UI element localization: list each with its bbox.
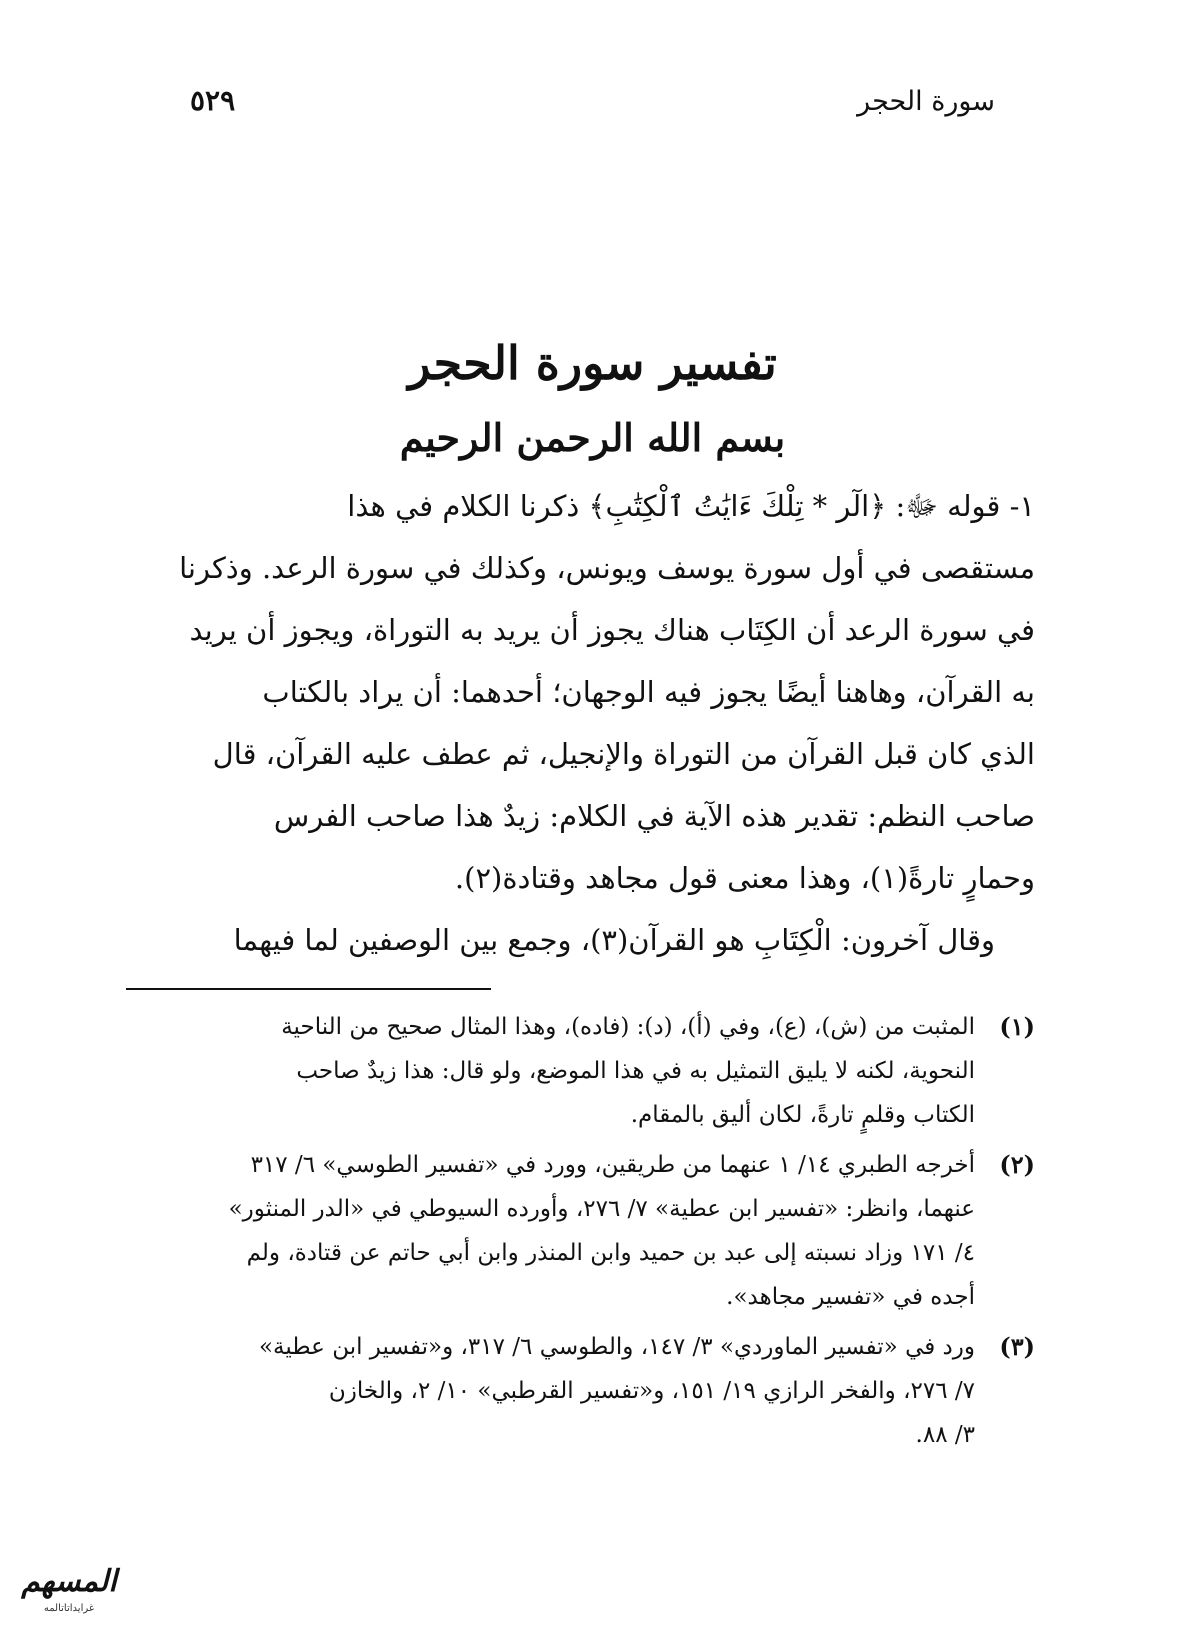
- footnote-number: (٣): [999, 1332, 1035, 1361]
- text-line: صاحب النظم: تقدير هذه الآية في الكلام: زيدٌ هذا صاحب الفرس: [273, 799, 1035, 833]
- library-stamp-logo: [4, 1562, 134, 1628]
- text-line: الذي كان قبل القرآن من التوراة والإنجيل، ثم عطف عليه القرآن، قال: [212, 737, 1035, 771]
- text-line: وقال آخرون: الْكِتَابِ هو القرآن(٣)، وجمع بين الوصفين لما فيهما: [233, 923, 995, 957]
- footnote-number: (١): [999, 1012, 1035, 1041]
- footnote-line: ٤/ ١٧١ وزاد نسبته إلى عبد بن حميد وابن المنذر وابن أبي حاتم عن قتادة، ولم: [246, 1240, 975, 1266]
- footnote-3: [126, 1325, 1035, 1457]
- footnote-separator: [126, 988, 491, 990]
- footnote-line: النحوية، لكنه لا يليق التمثيل به في هذا الموضع، ولو قال: هذا زيدٌ صاحب: [296, 1058, 975, 1084]
- footnote-line: ٧/ ٢٧٦، والفخر الرازي ١٩/ ١٥١، و«تفسير القرطبي» ١٠/ ٢، والخازن: [328, 1378, 975, 1404]
- running-header-chapter: سورة الحجر: [857, 86, 995, 117]
- footnote-line: ٣/ ٨٨.: [915, 1422, 975, 1448]
- basmala: بسم الله الرحمن الرحيم: [399, 415, 786, 460]
- stamp-sub-text: غرايداتاتالمه: [43, 1603, 95, 1614]
- page-number: ٥٢٩: [190, 84, 236, 117]
- footnotes: [126, 1005, 1035, 1463]
- surah-title: تفسير سورة الحجر: [408, 336, 777, 390]
- text-line: به القرآن، وهاهنا أيضًا يجوز فيه الوجهان؛ أحدهما: أن يراد بالكتاب: [262, 675, 1035, 709]
- text-line: في سورة الرعد أن الكِتَاب هناك يجوز أن يريد به التوراة، ويجوز أن يريد: [189, 613, 1035, 647]
- footnote-line: أخرجه الطبري ١٤/ ١ عنهما من طريقين، وورد في «تفسير الطوسي» ٦/ ٣١٧: [250, 1152, 975, 1178]
- main-text: [126, 475, 1035, 971]
- stamp-main-text: المسهم: [21, 1564, 117, 1599]
- footnote-line: أجده في «تفسير مجاهد».: [726, 1284, 975, 1310]
- footnote-line: عنهما، وانظر: «تفسير ابن عطية» ٧/ ٢٧٦، وأورده السيوطي في «الدر المنثور»: [228, 1196, 975, 1222]
- footnote-2: [126, 1143, 1035, 1319]
- footnote-line: ورد في «تفسير الماوردي» ٣/ ١٤٧، والطوسي ٦/ ٣١٧، و«تفسير ابن عطية»: [258, 1334, 975, 1360]
- footnote-1: [126, 1005, 1035, 1137]
- text-line: مستقصى في أول سورة يوسف ويونس، وكذلك في سورة الرعد. وذكرنا: [179, 551, 1035, 585]
- footnote-line: المثبت من (ش)، (ع)، وفي (أ)، (د): (فاده)، وهذا المثال صحيح من الناحية: [281, 1014, 975, 1040]
- footnote-number: (٢): [999, 1150, 1035, 1179]
- text-line: ١- قوله ﷻ: ﴿الٓر * تِلْكَ ءَايَٰتُ ٱلْكِتَٰبِ﴾ ذكرنا الكلام في هذا: [347, 489, 1035, 523]
- footnote-line: الكتاب وقلمٍ تارةً، لكان أليق بالمقام.: [630, 1102, 975, 1128]
- text-line: وحمارٍ تارةً(١)، وهذا معنى قول مجاهد وقتادة(٢).: [454, 861, 1035, 895]
